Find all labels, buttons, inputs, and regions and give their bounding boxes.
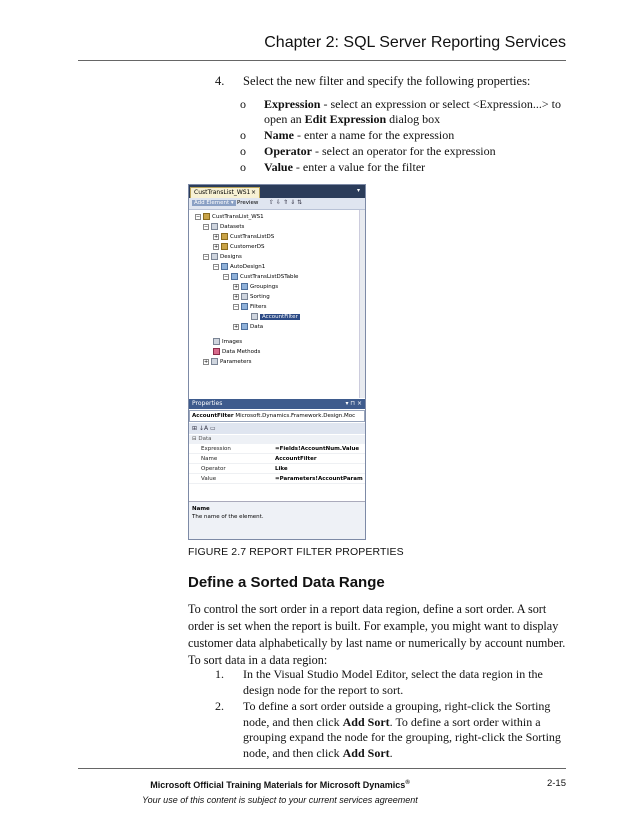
description-text: The name of the element. — [192, 514, 264, 520]
page-header-title: Chapter 2: SQL Server Reporting Services — [264, 34, 566, 51]
header-rule — [78, 60, 566, 61]
parameters-icon — [211, 358, 218, 365]
bullet-expression — [240, 97, 570, 127]
description-title: Name — [192, 506, 210, 512]
editor-toolbar — [189, 198, 365, 210]
expand-icon[interactable]: − — [196, 213, 201, 220]
preview-button[interactable]: Preview — [237, 200, 259, 206]
body-paragraph: To control the sort order in a report data region, define a sort order. A sort order is set when the report is built. For example, you might want to display customer data alphabetically by last name or numerically by account number. To sort data in a data region: — [188, 602, 566, 667]
expand-icon[interactable]: + — [204, 358, 209, 365]
tree-node[interactable] — [233, 322, 263, 332]
sort-icon — [241, 293, 248, 300]
bullet-mark: o — [240, 97, 246, 111]
tree-node[interactable] — [233, 282, 278, 292]
property-key: Value — [201, 476, 217, 482]
window-controls-icon[interactable]: ▾ ⊓ × — [345, 400, 362, 407]
footer-subtitle: Your use of this content is subject to your current services agreement — [142, 795, 418, 805]
tree-node-label: CustTransList_WS1 — [212, 214, 264, 220]
tree-node-label: CustTransListDSTable — [240, 274, 299, 280]
expand-icon[interactable]: + — [234, 283, 239, 290]
bullet-text: - select an expression or select <Expression...> to open an — [264, 97, 561, 126]
bullet-term: Name — [264, 128, 294, 142]
expand-icon[interactable]: − — [204, 223, 209, 230]
filter-item-icon — [251, 313, 258, 320]
property-row[interactable] — [189, 454, 365, 464]
expand-icon[interactable]: + — [234, 323, 239, 330]
step-bold: Add Sort — [342, 745, 390, 760]
property-key: Expression — [201, 446, 231, 452]
step-text: To define a sort order outside a grouping, right-click the Sorting node, and then click — [243, 699, 551, 729]
tree-node[interactable] — [203, 222, 244, 232]
tree-node-label: Designs — [220, 254, 242, 260]
tree-node[interactable] — [195, 212, 264, 222]
tree-node[interactable] — [213, 232, 274, 242]
footer-title — [0, 780, 560, 790]
page-number: 2-15 — [546, 778, 566, 789]
folder-icon — [211, 223, 218, 230]
data-icon — [241, 323, 248, 330]
editor-tab[interactable] — [190, 187, 260, 198]
tree-node-label: CustTransListDS — [230, 234, 275, 240]
object-type: Microsoft.Dynamics.Framework.Design.Moc — [233, 413, 356, 419]
close-icon[interactable]: × — [250, 189, 256, 196]
step-number: 2. — [215, 699, 224, 713]
bullet-text: - enter a name for the expression — [294, 128, 455, 142]
filter-icon — [241, 303, 248, 310]
tree-node-label: Images — [222, 339, 243, 345]
step-1 — [215, 667, 565, 698]
properties-toolbar[interactable]: ⊞ ↓A ▭ — [189, 423, 365, 434]
step-bold: Add Sort — [342, 714, 390, 729]
bullet-value — [240, 160, 570, 175]
tree-node[interactable] — [213, 242, 264, 252]
bullet-text: dialog box — [386, 112, 441, 126]
tree-node-label: Sorting — [250, 294, 270, 300]
data-methods-icon — [213, 348, 220, 355]
property-row[interactable] — [189, 474, 365, 484]
bullet-name — [240, 128, 570, 143]
add-element-button[interactable]: Add Element ▾ — [194, 200, 234, 206]
property-value[interactable]: AccountFilter — [275, 456, 317, 462]
expand-icon[interactable]: − — [204, 253, 209, 260]
bullet-text: - enter a value for the filter — [292, 160, 426, 174]
section-heading: Define a Sorted Data Range — [188, 574, 385, 591]
bullet-mark: o — [240, 144, 246, 158]
tree-node[interactable] — [213, 262, 265, 272]
bullet-mark: o — [240, 128, 246, 142]
bullet-term: Value — [264, 160, 293, 174]
tree-scrollbar[interactable] — [359, 210, 365, 398]
tree-node-label: Parameters — [220, 359, 252, 365]
project-icon — [203, 213, 210, 220]
tree-node[interactable] — [203, 252, 242, 262]
tree-node-label: Data — [250, 324, 264, 330]
step-number: 1. — [215, 667, 224, 681]
property-value[interactable]: =Parameters!AccountParam — [275, 476, 363, 482]
groupings-icon — [241, 283, 248, 290]
property-bullet-list — [240, 97, 570, 176]
tree-node-label: CustomerDS — [230, 244, 265, 250]
property-key: Operator — [201, 466, 226, 472]
expand-icon[interactable]: + — [234, 293, 239, 300]
chevron-down-icon[interactable]: ▾ — [356, 187, 360, 194]
expand-icon[interactable]: + — [214, 243, 219, 250]
step-4-text: Select the new filter and specify the following properties: — [243, 74, 531, 88]
bullet-text: - select an operator for the expression — [311, 144, 496, 158]
bullet-term: Operator — [264, 144, 312, 158]
expand-icon[interactable]: − — [234, 303, 239, 310]
tree-node[interactable] — [223, 272, 298, 282]
tree-node-label: Datasets — [220, 224, 245, 230]
dataset-icon — [221, 243, 228, 250]
tree-node-label: Groupings — [250, 284, 279, 290]
figure-caption: FIGURE 2.7 REPORT FILTER PROPERTIES — [188, 546, 404, 558]
tree-node[interactable] — [233, 292, 270, 302]
editor-tab-label: CustTransList_WS1 — [194, 189, 251, 196]
table-icon — [231, 273, 238, 280]
step-4-number: 4. — [215, 74, 225, 88]
tree-node-label: AutoDesign1 — [230, 264, 266, 270]
footer-rule — [78, 768, 566, 769]
tree-node[interactable] — [213, 337, 242, 347]
properties-title: Properties — [192, 400, 223, 407]
properties-object-select[interactable] — [189, 410, 365, 422]
model-tree — [189, 210, 365, 398]
property-key: Name — [201, 456, 218, 462]
tree-node-label: AccountFilter — [262, 314, 298, 320]
bullet-operator — [240, 144, 570, 159]
registered-mark: ® — [405, 780, 410, 786]
step-text: . To define a sort order within a grouping expand the node for the grouping, right-click the Sorting node, and then click — [243, 714, 561, 760]
property-row[interactable] — [189, 464, 365, 474]
property-value[interactable]: Like — [275, 466, 288, 472]
object-name: AccountFilter — [192, 413, 234, 419]
properties-category[interactable]: ⊟ Data — [189, 435, 365, 444]
figure-screenshot — [188, 184, 366, 540]
expand-icon[interactable]: − — [214, 263, 219, 270]
bullet-term: Expression — [264, 97, 321, 111]
tree-node-label: Data Methods — [222, 349, 261, 355]
design-icon — [221, 263, 228, 270]
dataset-icon — [221, 233, 228, 240]
tree-node[interactable] — [203, 357, 251, 367]
folder-icon — [211, 253, 218, 260]
properties-title-bar — [189, 399, 365, 409]
bullet-mark: o — [240, 160, 246, 174]
toolbar-arrow-icons[interactable]: ⇧⇩⇑⇓⇅ — [269, 199, 305, 206]
step-2 — [215, 699, 565, 761]
images-icon — [213, 338, 220, 345]
tree-node-label: Filters — [250, 304, 267, 310]
tree-node[interactable] — [213, 347, 260, 357]
step-list — [215, 667, 565, 762]
property-value[interactable]: =Fields!AccountNum.Value — [275, 446, 360, 452]
tree-node[interactable] — [233, 302, 267, 312]
editor-tab-bar — [189, 185, 365, 198]
step-text: . — [389, 745, 393, 760]
tree-node-selected[interactable] — [251, 312, 300, 322]
step-text: In the Visual Studio Model Editor, select the data region in the design node for the report to sort. — [243, 667, 543, 697]
properties-grid — [189, 435, 365, 499]
expand-icon[interactable]: − — [224, 273, 229, 280]
footer-title-text: Microsoft Official Training Materials for Microsoft Dynamics — [150, 780, 406, 790]
bullet-bold: Edit Expression — [304, 112, 387, 126]
property-row[interactable] — [189, 444, 365, 454]
expand-icon[interactable]: + — [214, 233, 219, 240]
property-description — [189, 501, 365, 539]
